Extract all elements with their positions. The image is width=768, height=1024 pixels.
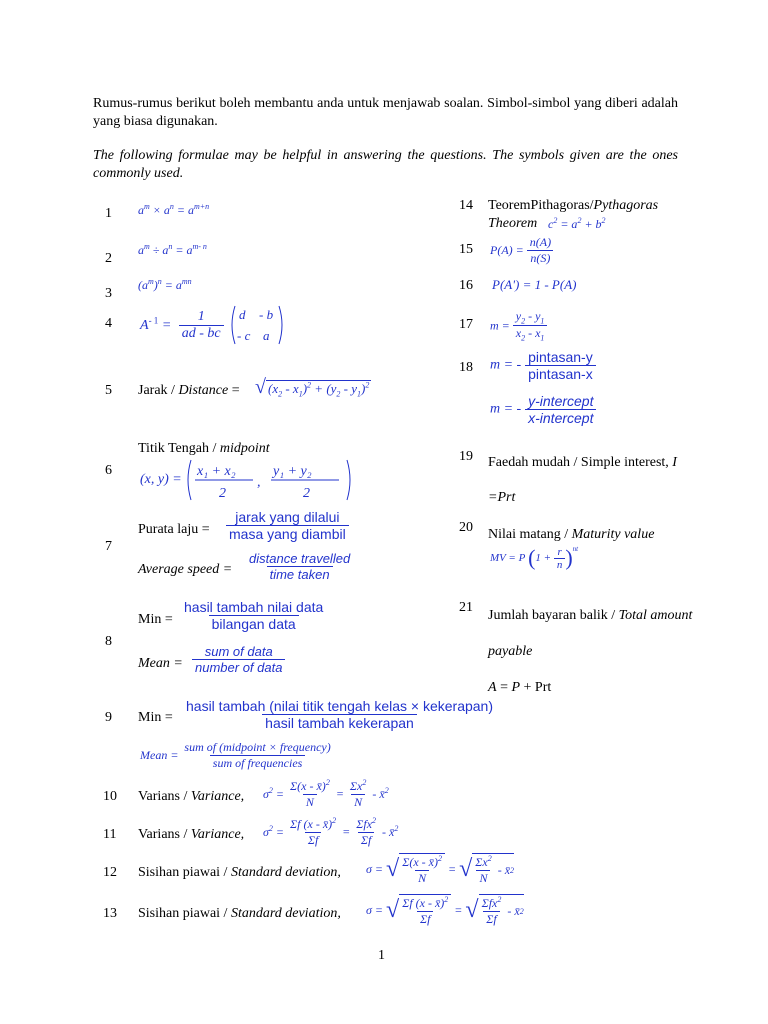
formula-18-gradient-en: m = - $\frac{\text{y-intercept}}{\text{x-intercept}}$ [490, 393, 596, 426]
sd-label: Sisihan piawai / Standard deviation, [138, 865, 341, 880]
formula-14-pythagoras: $c^2 = a^2 + b^2$ [548, 216, 606, 231]
interest-label: Faedah mudah / Simple interest, I [488, 455, 677, 470]
formula-17-gradient: m = $\frac{y_2 - y_1}{x_2 - x_1}$ [490, 309, 547, 343]
item-number: 10 [103, 789, 117, 804]
formula-5-distance: √ $(x_2 - x_1)^2 + (y_2 - y_1)^2$ [255, 376, 370, 399]
formula-9-mean-en: Mean = $\frac{\text{sum of (midpoint × frequency)}}{\text{sum of frequencies}}$ [140, 740, 331, 770]
formula-2: $a^m \div a^n = a^{m- n}$ [138, 242, 207, 257]
formula-6-midpoint: (x, y) = x₁ + x₂ 2 , y₁ + y₂ 2 [140, 458, 355, 502]
formula-3: $(a^m)^n = a^{mn}$ [138, 277, 192, 292]
svg-text:- c: - c [237, 328, 251, 343]
svg-text:x₁ + x₂: x₁ + x₂ [197, 464, 236, 479]
item-number: 12 [103, 865, 117, 880]
formula-7-speed-en: $\frac{\text{distance travelled}}{\text{time taken}}$ [249, 551, 351, 582]
intro-malay: Rumus-rumus berikut boleh membantu anda untuk menjawab soalan. Simbol-simbol yang diberi adalah yang biasa digunakan. [93, 96, 678, 129]
formula-15-probability: P(A) = $\frac{n(A)}{n(S)}$ [490, 235, 554, 266]
svg-text:,: , [257, 475, 261, 490]
formula-11-variance-grouped: $\sigma^2$ = $\frac{\Sigma f (x - x̄)^2}{\Sigma f}$ = $\frac{\Sigma fx^2}{\Sigma f}$ - x̄$^2$ [263, 816, 399, 847]
item-number: 11 [103, 827, 117, 842]
formula-8-mean-en: $\frac{\text{sum of data}}{\text{number of data}}$ [192, 644, 285, 675]
matrix-brackets [227, 304, 287, 346]
svg-text:2: 2 [219, 486, 227, 501]
page-number: 1 [378, 948, 385, 963]
formula-16-complement: P(A') = 1 - P(A) [492, 277, 577, 292]
midpoint-fraction [185, 458, 355, 502]
item-number: 18 [459, 360, 473, 375]
svg-text:y₁ + y₂: y₁ + y₂ [273, 464, 312, 479]
mean-label-en: Mean = [138, 656, 183, 671]
mean9-label-ms: Min = [138, 710, 173, 725]
svg-text:2: 2 [303, 486, 311, 501]
item-number: 14 [459, 198, 473, 213]
pythagoras-label-2: Theorem [488, 216, 538, 231]
item-number: 9 [105, 710, 112, 725]
item-number: 8 [105, 634, 112, 649]
midpoint-label: Titik Tengah / midpoint [138, 441, 270, 456]
svg-text:- b: - b [259, 307, 274, 322]
item-number: 7 [105, 539, 112, 554]
payable-formula: A = P + Prt [488, 680, 552, 695]
formula-1: $a^m \times a^n = a^{m+n}$ [138, 202, 210, 217]
item-number: 2 [105, 251, 112, 266]
formula-9-mean-ms: $\frac{\text{hasil tambah (nilai titik tengah kelas × kekerapan)}}{\text{hasil tambah kekerapan}}$ [186, 698, 494, 731]
item-number: 13 [103, 906, 117, 921]
item-number: 1 [105, 206, 112, 221]
variance-label: Varians / Variance, [138, 827, 245, 842]
formula-12-sd: σ = √ $\frac{\Sigma(x - x̄)^2}{N}$ = √ $\frac{\Sigma x^2}{N}$ - x̄ 2 [366, 854, 515, 885]
payable-label: Jumlah bayaran balik / Total amount [488, 608, 693, 623]
item-number: 20 [459, 520, 473, 535]
formula-4-inverse-matrix: $A^{- 1}$ = $\frac{1}{ad - bc}$ d - b - c a [140, 304, 287, 346]
speed-label-ms: Purata laju = [138, 522, 210, 537]
maturity-label: Nilai matang / Maturity value [488, 527, 655, 542]
speed-label-en: Average speed = [138, 562, 233, 577]
item-number: 16 [459, 278, 473, 293]
interest-formula: =Prt [488, 490, 516, 505]
item-number: 5 [105, 383, 112, 398]
pythagoras-label: TeoremPithagoras/Pythagoras [488, 198, 659, 213]
item-number: 4 [105, 316, 112, 331]
formula-18-gradient-ms: m = - $\frac{\text{pintasan-y}}{\text{pintasan-x}}$ [490, 349, 596, 382]
formula-10-variance: $\sigma^2$ = $\frac{\Sigma(x - x̄)^2}{N}$ = $\frac{\Sigma x^2}{N}$ - x̄$^2$ [263, 778, 389, 809]
sd-label: Sisihan piawai / Standard deviation, [138, 906, 341, 921]
svg-text:d: d [239, 307, 246, 322]
formula-20-maturity: MV = P (1 + $\frac{r}{n}$ )$^{nt}$ [490, 545, 579, 571]
item-number: 3 [105, 286, 112, 301]
formula-8-mean-ms: $\frac{\text{hasil tambah nilai data}}{\text{bilangan data}}$ [184, 599, 324, 632]
item-number: 6 [105, 463, 112, 478]
intro-english: The following formulae may be helpful in answering the questions. The symbols given are the ones commonly used. [93, 148, 678, 181]
item-number: 19 [459, 449, 473, 464]
mean-label-ms: Min = [138, 612, 173, 627]
variance-label: Varians / Variance, [138, 789, 245, 804]
item-number: 17 [459, 317, 473, 332]
formula-7-speed-ms: $\frac{\text{jarak yang dilalui}}{\text{masa yang diambil}}$ [226, 509, 349, 542]
formula-13-sd-grouped: σ = √ $\frac{\Sigma f (x - x̄)^2}{\Sigma f}$ = √ $\frac{\Sigma fx^2}{\Sigma f}$ - x̄ 2 [366, 895, 524, 926]
svg-text:a: a [263, 328, 270, 343]
payable-label-2: payable [488, 644, 533, 659]
distance-label: Jarak / Distance = [138, 383, 240, 398]
item-number: 15 [459, 242, 473, 257]
item-number: 21 [459, 600, 473, 615]
